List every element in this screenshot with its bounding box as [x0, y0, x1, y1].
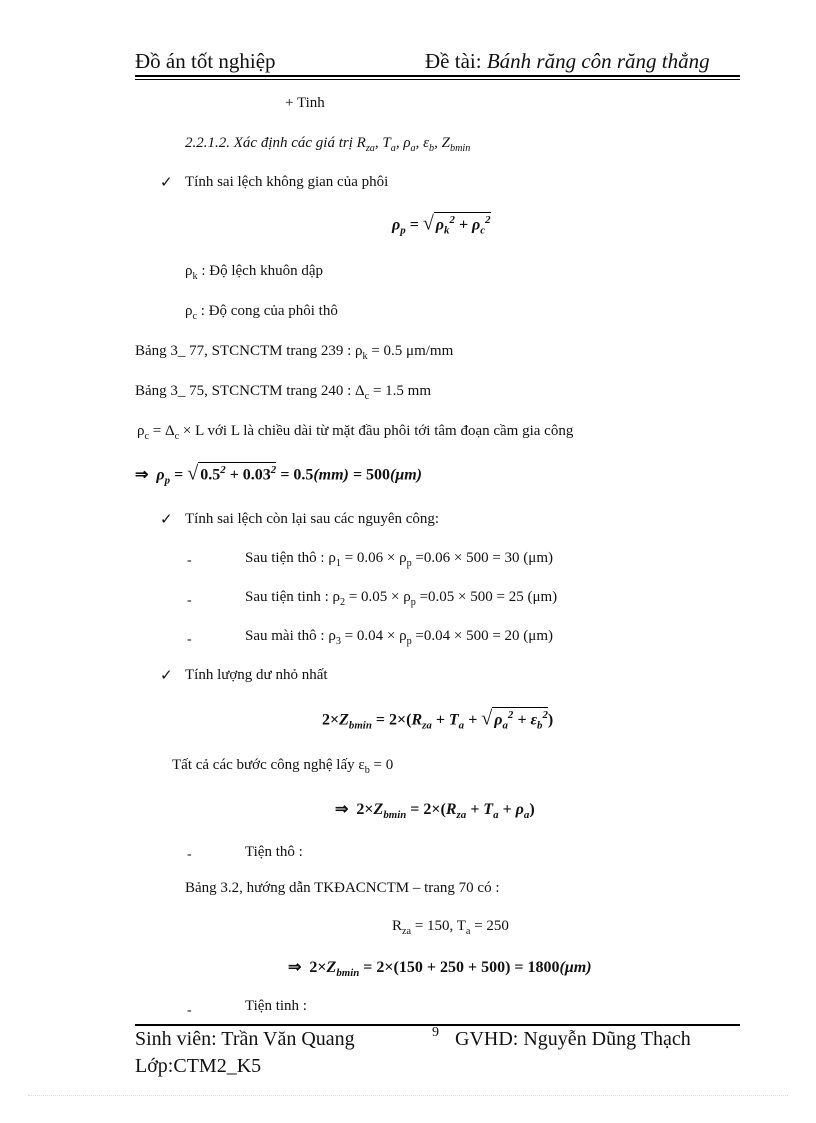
section-heading-text: 2.2.1.2. Xác định các giá trị [185, 135, 353, 151]
dash-bullet-icon: - [187, 593, 192, 608]
dash-bullet-icon: - [187, 553, 192, 568]
checkmark-icon: ✓ [160, 175, 173, 191]
section-heading-vars: $R_{za}$, $T_a$, $\rho_a$, $\varepsilon_b$, $Z_{bmin}$ [356, 135, 471, 154]
rho-c-equation: $\rho_c = \Delta_c \times L$ với L là chiều dài từ mặt đầu phôi tới tâm đoạn cầm gia công [137, 423, 574, 442]
tinh-line: + Tinh [285, 95, 325, 111]
footer-class: Lớp:CTM2_K5 [135, 1055, 262, 1077]
header-right-prefix: Đề tài: [425, 49, 487, 73]
page-edge-dots [28, 1095, 788, 1096]
header-rule-thin [135, 79, 740, 80]
bang-32: Bảng 3.2, hướng dẫn TKĐACNCTM – trang 70 có : [185, 880, 500, 896]
header-left: Đồ án tốt nghiệp [135, 49, 276, 73]
page-number: 9 [432, 1025, 439, 1040]
header-rule [135, 75, 740, 77]
formula-rho-p-value: ⇒ $\rho_p$ = √ $0.5^2 + 0.03^2 = 0.5(mm) = 500(\mu m)$ [135, 462, 422, 487]
dash-bullet-icon: - [187, 847, 192, 862]
tien-tho-label: Tiện thô : [245, 844, 303, 860]
formula-rho-p: $\rho_p$ = √ $\rho_k^2 + \rho_c^2$ [392, 212, 491, 237]
checkmark-icon: ✓ [160, 512, 173, 528]
bang-377: Bảng 3_ 77, STCNCTM trang 239 : $\rho_k = 0.5$ μm/mm [135, 343, 454, 362]
check-line-3: Tính lượng dư nhỏ nhất [185, 667, 328, 683]
checkmark-icon: ✓ [160, 668, 173, 684]
tien-tinh-label: Tiện tinh : [245, 998, 307, 1014]
rho-c-def: $\rho_c$ : Độ cong của phôi thô [185, 303, 338, 322]
footer-advisor: GVHD: Nguyễn Dũng Thạch [455, 1028, 691, 1050]
formula-zmin-value: ⇒ $2\times Z_{bmin} = 2\times(150 + 250 + 500) = 1800(\mu m)$ [288, 959, 592, 980]
formula-zmin-simplified: ⇒ $2\times Z_{bmin} = 2\times(R_{za} + T_a + \rho_a)$ [335, 801, 535, 822]
check-line-2: Tính sai lệch còn lại sau các nguyên công: [185, 511, 440, 527]
header-right-title: Bánh răng côn răng thẳng [486, 49, 710, 73]
section-heading [185, 135, 470, 154]
rho-k-def: $\rho_k$ : Độ lệch khuôn dập [185, 263, 323, 282]
header-right [425, 49, 710, 74]
sau-tien-tinh: Sau tiện tinh : $\rho_2 = 0.05 \times \rho_p =0.05 \times 500 = 25$ (μm) [245, 589, 558, 608]
formula-zmin-general: $2\times Z_{bmin} = 2\times(R_{za} + T_a$ + √ $\rho_a^2 + \varepsilon_b^2$) [322, 707, 554, 732]
rza-ta-values: $R_{za} = 150$, $T_a = 250$ [392, 918, 509, 937]
footer-student: Sinh viên: Trần Văn Quang [135, 1028, 355, 1050]
sau-mai-tho: Sau mài thô : $\rho_3 = 0.04 \times \rho_p =0.04 \times 500 = 20$ (μm) [245, 628, 553, 647]
sau-tien-tho: Sau tiện thô : $\rho_1 = 0.06 \times \rho_p =0.06 \times 500 = 30$ (μm) [245, 550, 553, 569]
bang-375: Bảng 3_ 75, STCNCTM trang 240 : $\Delta_c = 1.5$ mm [135, 383, 431, 402]
dash-bullet-icon: - [187, 632, 192, 647]
eps-zero-line: Tất cả các bước công nghệ lấy $\varepsilon_b = 0$ [172, 757, 394, 776]
check-line-1: Tính sai lệch không gian của phôi [185, 174, 389, 190]
dash-bullet-icon: - [187, 1003, 192, 1018]
